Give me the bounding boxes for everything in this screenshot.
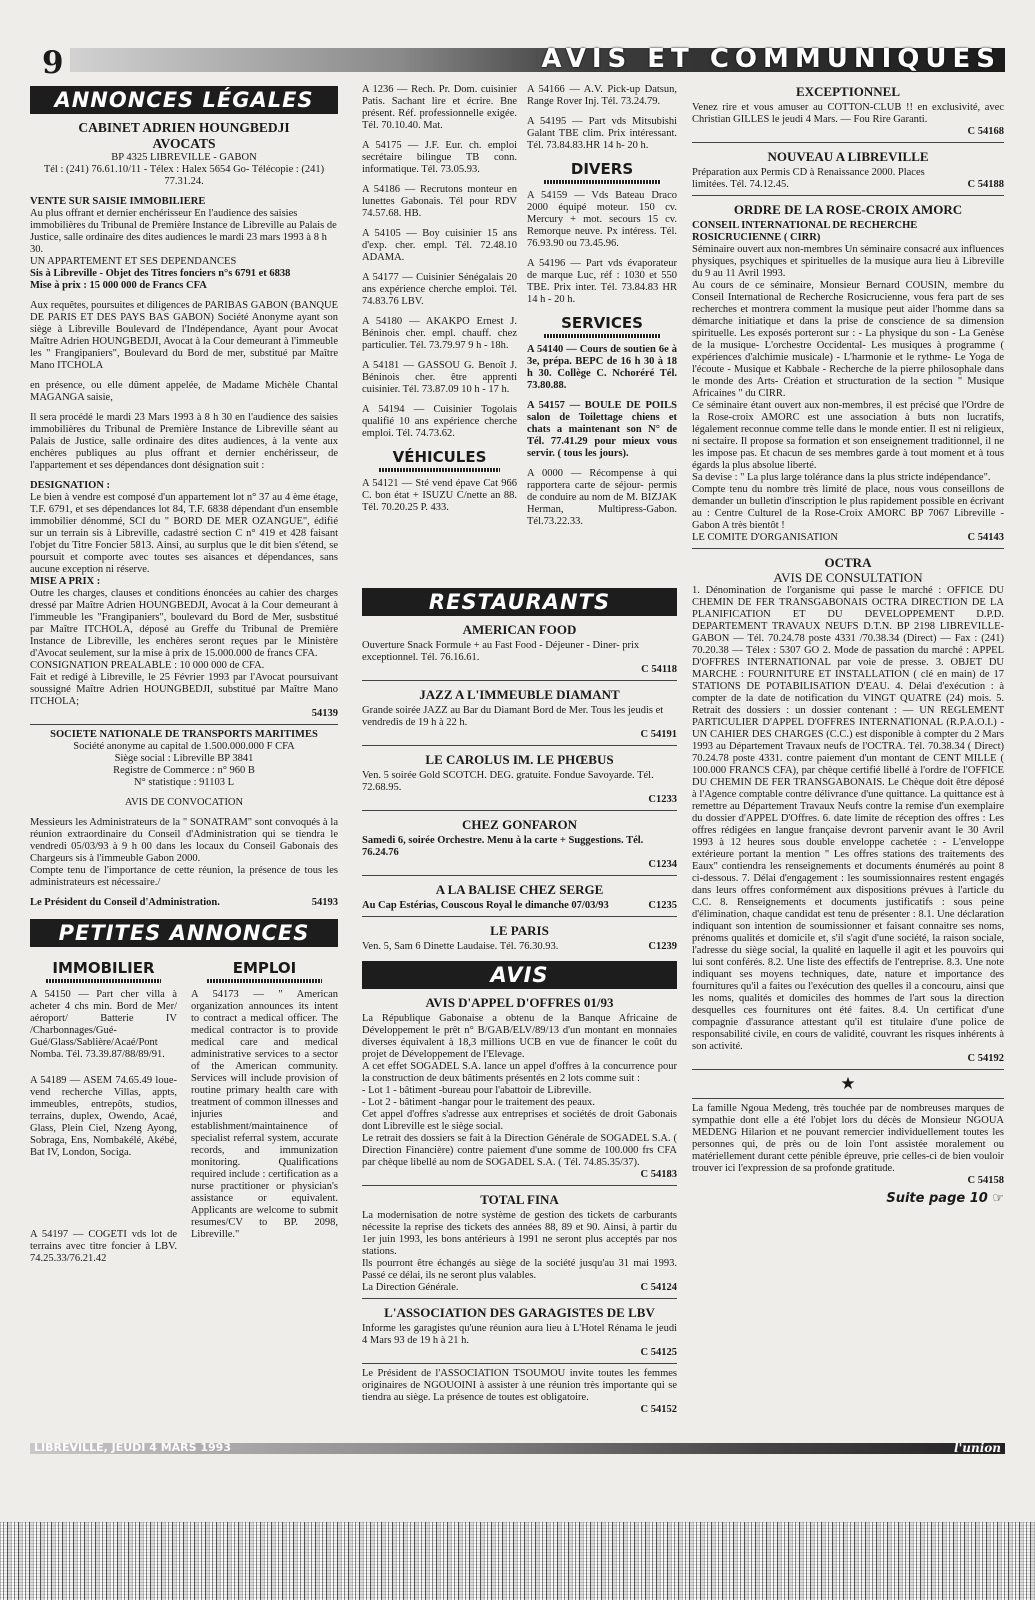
total-fina-ref: C 54124 (640, 1282, 677, 1293)
rose-croix-text: Ce séminaire étant ouvert aux non-membres, il est précisé que l'Ordre de la Rose-croix AMORC est une association à buts non lucratifs, légalement reconnue comme telle dans le monde entier. Il est ni religieux, ni sectaire. Il propose sa formation et son enseignement traditionnel, il ne les impose pas. Et chacun de ses membres garde à tout moment et à tous égards la plus absolue liberté. (692, 400, 1004, 471)
avis-appel-title: AVIS D'APPEL D'OFFRES 01/93 (425, 995, 614, 1010)
heading-underline (379, 468, 500, 472)
page-number: 9 (42, 45, 64, 81)
rose-croix-title: ORDRE DE LA ROSE-CROIX AMORC (733, 202, 963, 217)
nouveau-ref: C 54188 (967, 179, 1004, 190)
garagistes-title: L'ASSOCIATION DES GARAGISTES DE LBV (384, 1305, 655, 1320)
immobilier-ad: A 54150 — Part cher villa à acheter 4 chs min. Bord de Mer/ aéroport/ Batterie IV /Charbonnages/Gué-Gué/Glass/Sablière/Acaé/Pont Nomba. Tél. 73.39.87/88/89/91. (30, 989, 177, 1060)
exceptionnel-text: Venez rire et vous amuser au COTTON-CLUB !! en exclusivité, avec Christian GILLES le jeudi 4 Mars. — Fou Rire Garanti. (692, 102, 1004, 125)
divers-ad: A 54196 — Part vds évaporateur de marque Luc, réf : 1030 et 550 TBE. Prix inter. Tél. 73.84.83 HR 14 h - 20 h. (527, 258, 677, 305)
vehicule-ad: A 54195 — Part vds Mitsubishi Galant TBE clim. Prix intéressant. Tél. 73.84.83.HR 14 h- 20 h. (527, 116, 677, 151)
garagistes-text: Informe les garagistes qu'une réunion aura lieu à L'Hotel Rénama le jeudi 4 Mars 93 de 19 h à 21 h. (362, 1323, 677, 1346)
vente-requetes: Aux requêtes, poursuites et diligences de PARIBAS GABON (BANQUE DE PARIS ET DES PAYS BAS GABON) Société Anonyme ayant son siège à Libreville Boulevard de l'Indépendance, Ayant pour Avocat Maître Adrien HOUNGBEDJI, Avocat à la Cour demeurant à l'immeuble les " Frangipaniers", Boulevard du Bord de mer, substitué par Maître Mano ITCHOLA (30, 300, 338, 371)
mise-a-prix-title: MISE A PRIX : (30, 576, 101, 587)
heading-underline (46, 979, 161, 983)
divers-ad: A 54159 — Vds Bateau Draco 2000 équipé moteur. 150 cv. Mercury + mot. secours 15 cv. Remorque neuve. Px intéress. Tél. 76.93.90 ou 73.45.96. (527, 190, 677, 249)
heading-underline (207, 979, 322, 983)
divider (30, 724, 338, 725)
vehicule-ad: A 54166 — A.V. Pick-up Datsun, Range Rover Inj. Tél. 73.24.79. (527, 84, 677, 107)
divider (362, 745, 677, 746)
rose-croix-text: Sa devise : " La plus large tolérance dans la plus stricte indépendance". (692, 472, 991, 483)
mise-a-prix-text: Outre les charges, clauses et conditions énoncées au cahier des charges dressé par Maître Adrien HOUNGBEDJI, Avocat à la Cour demeurant à l'immeuble les "Frangipaniers", boulevard du Bord de Mer, susbstitué par Maître ITCHOLA, déposé au Greffe du Tribunal de Première Instance de Libreville, les enchères seront reçues par le Ministère d'Avocat seulement, sur la mise à prix de 15.000.000 de francs CFA. (30, 588, 338, 659)
divider (692, 195, 1004, 196)
emploi-ad: A 54177 — Cuisinier Sénégalais 20 ans expérience cherche emploi. Tél. 74.83.76 LBV. (362, 272, 517, 307)
restaurant-name: JAZZ A L'IMMEUBLE DIAMANT (419, 687, 620, 702)
avis-appel-text: - Lot 2 - bâtiment -hangar pour le traitement des peaux. (362, 1097, 595, 1108)
divider (692, 1098, 1004, 1099)
restaurant-ref: C1239 (648, 941, 677, 952)
convocation-text-2: Compte tenu de l'importance de cette réunion, la présence de tous les administrateurs est nécessaire./ (30, 865, 338, 888)
restaurant-text: Samedi 6, soirée Orchestre. Menu à la carte + Suggestions. Tél. 76.24.76 (362, 835, 644, 858)
president-sign: Le Président du Conseil d'Administration. (30, 897, 220, 908)
immobilier-column (30, 953, 177, 1273)
rose-croix-subtitle: CONSEIL INTERNATIONAL DE RECHERCHE ROSICRUCIENNE ( CIRR) (692, 220, 918, 243)
emploi-ad: A 54173 — " American organization announces its intent to contract a medical officer. The medical contractor is to provide medical care and medical administrative services to a sector of the American community. Services will include provision of routine primary health care with treatment of common illnesses and injuries and establishment/maintainence of specialist referral system, accurate records, and immunization monitoring. Qualifications required include : certification as a nurse practitioner or physician's assistance or equivalent. Applicants are welcome to submit resumes/CV to BP. 2098, Libreville." (191, 989, 338, 1240)
restaurant-ref: C1234 (648, 859, 677, 870)
services-ad: A 54157 — BOULE DE POILS salon de Toilettage chiens et chats a maintenant son N° de Tél. 77.41.29 pour mieux vous servir. ( tous les jours). (527, 400, 677, 459)
rose-croix-ref: C 54143 (967, 532, 1004, 543)
restaurant-name: LE CAROLUS IM. LE PHŒBUS (425, 752, 614, 767)
suite-page-link[interactable] (692, 1191, 1004, 1206)
fait-text: Fait et redigé à Libreville, le 25 Février 1993 par l'Avocat poursuivant soussigné Maître Adrien HOUNGBEDJI, substitué par Maître Mano ITCHOLA; (30, 672, 338, 707)
restaurant-line (362, 900, 677, 912)
services-ad: A 0000 — Récompense à qui rapportera carte de séjour- permis de conduire au nom de M. BIZJAK Herman, Multipress-Gabon. Tél.73.22.33. (527, 468, 677, 527)
tsoumou-text: Le Président de l'ASSOCIATION TSOUMOU invite toutes les femmes originaires de NGOUOINI à assister à une réunion très importante qui se tiendra au siège. La présence de toutes est obligatoire. (362, 1368, 677, 1403)
rose-croix-text: Séminaire ouvert aux non-membres Un séminaire consacré aux influences physiques, psychiques et spirituelles de la musique aura lieu à Libreville du 9 au 11 Avril 1993. (692, 244, 1004, 279)
section-restaurants: RESTAURANTS (362, 588, 677, 616)
octra-text: 1. Dénomination de l'organisme qui passe le marché : OFFICE DU CHEMIN DE FER TRANSGABONAIS OCTRA DIRECTION DE LA PLANIFICATION ET DU DEVELOPPEMENT D.P.D. DEPARTEMENT TRAVAUX NEUFS D.T.N. BP 2198 LIBREVILLE-GABON — Tél. 70.24.78 poste 4331 /70.38.34 (Direct) — Fax : (241) 70.20.38 — Télex : 5307 GO 2. Mode de passation du marché : APPEL D'OFFRES INTERNATIONAL par voie de presse. 3. OBJET DU MARCHE : FOURNITURE ET INSTALLATION ( clé en main) de 17 STATIONS DE POTABILISATION D'EAU. 4. Délai d'exécution : à compter de la date de notification du VINGT QUATRE (24) mois. 5. Retrait des dossiers : un dossier contenant : — UN REGLEMENT PARTICULIER D'APPEL D'OFFRES INTERNATIONAL (R.P.A.O.I.) - UN CAHIER DES CHARGES (C.C.) est disponible à compter du 2 Mars 1993 au Département Travaux neufs de l'OCTRA. Tél. 70.38.34 ( Direct) 70.24.78 poste 4331. contre paiement d'un montant de CENT MILLE ( 100.000 FRANCS CFA), par chèque certifié libellé à l'ordre de l'OFFICE DU CHEMIN DE FER TRANSGABONAIS. Le Chèque doit être déposé à l'Agence comptable contre délivrance d'une quittance. La quittance est à remettre au Département Travaux Neufs contre la remise d'un exemplaire du dossier d'APPEL D'Offres. 6. date limite de réception des offres : Les offres rédigées en langue française devront parvenir avant le 30 Avril 1993 à 12 heures sous double enveloppe cachetée : - L'enveloppe extérieure portant la mention " Les offres stations des traitements des Eaux" contiendra les renseignements et documents énumérés au point 8 ci-dessous. 7. Délai d'engagement : les soumissionnaires restent engagés dans leurs offres conformément aux dispositions prévues à l'article du C.C. 8. Renseignements et documents justificatifs : sous peine d'élimination, chaque candidat est tenu de présenter : 8.1. Une déclaration indiquant son intention de soumissionner et faisant connaitre ses noms, prénoms qualités et domicile et, s'il s'agit d'une société, la raison sociale, l'adresse du siège social, la qualité en laquelle il agit et les pouvoirs qui lui sont conférés. 8.2. Une liste des effectifs de l'entreprise. 8.3. Une note indiquant ses moyens techniques, date, nature et importance des fournitures qu'il a faites ou l'exécution des quelles il a concouru, ainsi que les noms, qualités et domiciles des hommes de l'art sous la direction desquelles ces fournitures ont été faites. 8.4. Un certificat d'une compagnie d'assurance attestant qu'il est titulaire d'une police de responsabilité civile, en cours de validité, couvrant les risques inhérents à son activité. (692, 585, 1004, 1052)
restaurant-text: Ven. 5, Sam 6 Dinette Laudaise. Tél. 76.30.93. (362, 941, 559, 952)
suite-label: Suite page 10 (886, 1191, 988, 1206)
avis-appel-text: - Lot 1 - bâtiment -bureau pour l'abattoir de Libreville. (362, 1085, 592, 1096)
divider (362, 810, 677, 811)
rose-croix-sign: LE COMITE D'ORGANISATION (692, 532, 838, 543)
emploi-heading: EMPLOI (232, 959, 297, 977)
heading-underline (544, 334, 661, 338)
exceptionnel-title: EXCEPTIONNEL (795, 84, 901, 99)
restaurant-name: CHEZ GONFARON (462, 817, 577, 832)
column-restaurants-avis (362, 586, 677, 1416)
exceptionnel-ref: C 54168 (967, 126, 1004, 137)
tsoumou-ref: C 54152 (640, 1404, 677, 1415)
column-legal (30, 84, 338, 1273)
vehicules-heading: VÉHICULES (392, 448, 487, 466)
section-petites-annonces: PETITES ANNONCES (30, 919, 338, 947)
vente-procede: Il sera procédé le mardi 23 Mars 1993 à 8 h 30 en l'audience des saisies immobilières du Tribunal de Première Instance de Libreville séant au Palais de Justice, salle ordinaire des dites audiences, à la vente aux enchères publiques au plus offrant et dernier enchérisseur, de l'appartement et ses dépendances dont désignation suit : (30, 412, 338, 471)
nouveau-line (692, 167, 1004, 191)
vehicule-ad: A 54121 — Sté vend épave Cat 966 C. bon état + ISUZU C/nette an 88. Tél. 70.20.25 P. 433. (362, 478, 517, 513)
section-annonces-legales: ANNONCES LÉGALES (30, 86, 338, 114)
section-avis: AVIS (362, 961, 677, 989)
cabinet-phone: Tél : (241) 76.61.10/11 - Télex : Halex 5654 Go- Télécopie : (241) 77.31.24. (43, 164, 325, 187)
vente-title: VENTE SUR SAISIE IMMOBILIERE (30, 196, 206, 207)
restaurant-name: AMERICAN FOOD (462, 622, 577, 637)
convocation-title: AVIS DE CONVOCATION (124, 797, 244, 808)
total-fina-title: TOTAL FINA (480, 1192, 559, 1207)
total-fina-line (362, 1282, 677, 1294)
divider (362, 1298, 677, 1299)
president-line (30, 897, 338, 909)
sntm-line-3: Registre de Commerce : n° 960 B (113, 765, 255, 776)
restaurant-text: Ven. 5 soirée Gold SCOTCH. DEG. gratuite. Fondue Savoyarde. Tél. 72.68.95. (362, 770, 654, 793)
garagistes-ref: C 54125 (640, 1347, 677, 1358)
divider (362, 875, 677, 876)
restaurant-ref: C 54191 (640, 729, 677, 740)
avis-appel-text: La République Gabonaise a obtenu de la Banque Africaine de Développement le prêt n° B/GAB/ELV/89/13 d'un montant en monnaies diverses équivalent à 18,3 millions UCB en vue de financer le coût du projet de Développement de l'Elevage. (362, 1013, 677, 1060)
designation-text: Le bien à vendre est composé d'un appartement lot n° 37 au 4 ème étage, T.F. 6791, et ses dépendances lot 84, T.F. 6838 dépendant d'un ensemble immobilier dénommé, SCI du " BORD DE MER OZANGUE", édifié sur un terrain sis à Libreville, cadastré section C n° 419 et 428 faisant l'objet du Titre Foncier 5813. Ainsi, au surplus que le dit bien s'étend, se poursuit et comporte avec toutes ses aisances et dépendances, sans aucune exception ni réserve. (30, 492, 338, 575)
column-communiques (692, 84, 1004, 1206)
emploi-ad: A 54105 — Boy cuisinier 15 ans d'exp. cher. empl. Tél. 72.48.10 ADAMA. (362, 228, 517, 263)
avis-appel-ref: C 54183 (640, 1169, 677, 1180)
scan-noise-strip (0, 1522, 1035, 1600)
vente-presence: en présence, ou elle dûment appelée, de Madame Michèle Chantal MAGANGA saisie, (30, 380, 338, 403)
column-divers (527, 84, 677, 536)
rose-croix-text: Au cours de ce séminaire, Monsieur Bernard COUSIN, membre du Conseil International de Recherche Rosicrucienne, vous fera part de ses recherches et montrera comment la musique peut aider l'homme dans sa démarche initiatique et dans la prise de conscience de sa dimension spirituelle. Les exposés porteront sur : - La physique du son - La Genèse de la musique- L'orchestre Occidental- Les musiques à programme ( expériences d'alchimie musicale) - L'harmonie et le rythme- Le Yoga de l'écoute - Musique et Kabbale - Recherche de la pierre philosophale dans le monde des Arts- Création et structuration de la section " Musique Africaines " du CIRR. (692, 280, 1004, 399)
octra-title: OCTRA (824, 555, 872, 570)
services-heading: SERVICES (561, 314, 643, 332)
ngoua-text: La famille Ngoua Medeng, très touchée par de nombreuses marques de sympathie dont elle a été l'objet lors du décès de Monsieur NGOUA MEDENG Hilarion et ne pouvant remercier individuellement toutes les personnes qui, de près ou de loin l'ont assistée moralement ou matériellement durant cette pénible épreuve, prie celles-ci de bien vouloir trouver ici l'expression de sa profonde gratitude. (692, 1103, 1004, 1174)
page-section-title: AVIS ET COMMUNIQUES (541, 44, 1001, 74)
divider (692, 548, 1004, 549)
ngoua-ref: C 54158 (967, 1175, 1004, 1186)
emploi-ad: A 54175 — J.F. Eur. ch. emploi secrétaire bilingue TB conn. informatique. Tél. 73.05.93. (362, 140, 517, 175)
arrow-right-icon: ☞ (992, 1191, 1004, 1206)
restaurant-ref: C1235 (648, 900, 677, 911)
cabinet-address: BP 4325 LIBREVILLE - GABON (111, 152, 257, 163)
immobilier-heading: IMMOBILIER (52, 959, 155, 977)
cabinet-subtitle: AVOCATS (152, 136, 216, 151)
restaurant-name: LE PARIS (490, 923, 549, 938)
divers-heading: DIVERS (570, 160, 634, 178)
footer-brand: l'union (954, 1441, 1001, 1455)
fait-ref: 54139 (311, 708, 338, 719)
services-ad: A 54140 — Cours de soutien 6e à 3e, prépa. BEPC de 16 h 30 à 18 h 30. Collège C. Nchoréré Tél. 73.80.88. (527, 344, 677, 391)
avis-appel-text: Le retrait des dossiers se fait à la Direction Générale de SOGADEL S.A. ( Direction Financière) contre paiement d'une somme de 100.000 frs CFA par chèque libellé au nom de SOGADEL S.A. ( Tél. 74.85.35/37). (362, 1133, 677, 1168)
restaurant-text: Ouverture Snack Formule + au Fast Food - Déjeuner - Diner- prix exceptionnel. Tél. 76.16.61. (362, 640, 640, 663)
avis-appel-text: A cet effet SOGADEL S.A. lance un appel d'offres à la concurrence pour la construction de deux bâtiments présentés en 2 lots comme suit : (362, 1061, 677, 1084)
nouveau-title: NOUVEAU A LIBREVILLE (767, 149, 929, 164)
petites-annonces-columns (30, 953, 338, 1273)
total-fina-text: Ils pourront être échangés au siège de la société jusqu'au 31 mai 1993. Passé ce délai, ils ne seront plus valables. (362, 1258, 677, 1281)
divider (362, 916, 677, 917)
divider (362, 1363, 677, 1364)
emploi-column (191, 953, 338, 1273)
emploi-ad: A 1236 — Rech. Pr. Dom. cuisinier Patis. Sachant lire et écrire. Bne présent. Réf. professionnelle exigée. Tél. 70.10.40. Mat. (362, 84, 517, 131)
restaurant-ref: C 54118 (641, 664, 677, 675)
restaurant-name: A LA BALISE CHEZ SERGE (435, 882, 604, 897)
emploi-ad: A 54180 — AKAKPO Ernest J. Béninois cher. empl. chauff. chez particulier. Tél. 73.79.97 9 h - 18h. (362, 316, 517, 351)
rose-croix-text: Compte tenu du nombre très limité de place, nous vous conseillons de demander un bulletin d'inscription le plus rapidement possible en écrivant au : Centre Culturel de la Rose-Croix AMORC BP 7067 Libreville - Gabon A très bientôt ! (692, 484, 1004, 531)
president-ref: 54193 (311, 897, 338, 908)
immobilier-ad: A 54189 — ASEM 74.65.49 loue-vend recherche Villas, appts, immeubles, entrepôts, studios, terrains, duplex, Owendo, Acaé, Glass, Plein Ciel, Nzeng Ayong, Sobraga, Ens, Nombakélé, Akébé, Bat IV, London, Sociga. (30, 1075, 177, 1158)
consignation: CONSIGNATION PREALABLE : 10 000 000 de CFA. (30, 660, 265, 671)
convocation-text-1: Messieurs les Administrateurs de la " SONATRAM" sont convoqués à la réunion extraordinaire du Conseil d'Administration qui se tiendra le vendredi 05/03/93 à 9 h 00 dans les locaux du Conseil Gabonais des Chargeurs sis à l'immeuble Gabon 2000. (30, 817, 338, 864)
star-ornament: ★ (840, 1074, 856, 1093)
vente-appartement: UN APPARTEMENT ET SES DEPENDANCES (30, 256, 237, 267)
restaurant-line (362, 941, 677, 953)
emploi-ad: A 54186 — Recrutons monteur en lunettes Gabonais. Tél pour RDV 74.57.68. HB. (362, 184, 517, 219)
octra-ref: C 54192 (967, 1053, 1004, 1064)
heading-underline (544, 180, 661, 184)
octra-subtitle: AVIS DE CONSULTATION (773, 570, 923, 585)
divider (692, 142, 1004, 143)
vente-sis: Sis à Libreville - Objet des Titres fonciers n°s 6791 et 6838 (30, 268, 291, 279)
divider (692, 1069, 1004, 1070)
avis-appel-text: Cet appel d'offres s'adresse aux entreprises et sociétés de droit Gabonais dont Libreville est le siège social. (362, 1109, 677, 1132)
restaurant-ref: C1233 (648, 794, 677, 805)
total-fina-text: La modernisation de notre système de gestion des tickets de carburants nécessite la reprise des tickets des années 88, 89 et 90. Ainsi, à partir du 1er juin 1993, les bons antérieurs à 1991 ne seront plus acceptés par nos stations. (362, 1210, 677, 1257)
sntm-title: SOCIETE NATIONALE DE TRANSPORTS MARITIMES (50, 729, 318, 740)
emploi-ad: A 54181 — GASSOU G. Benoît J. Béninois cher. être apprenti cuisinier. Tél. 73.87.09 10 h - 17 h. (362, 360, 517, 395)
immobilier-ad: A 54197 — COGETI vds lot de terrains avec titre foncier à LBV. 74.25.33/76.21.42 (30, 1229, 177, 1264)
column-emploi-continued (362, 84, 517, 522)
vente-prix: Mise à prix : 15 000 000 de Francs CFA (30, 280, 207, 291)
total-fina-sign: La Direction Générale. (362, 1282, 459, 1293)
emploi-ad: A 54194 — Cuisinier Togolais qualifié 10 ans expérience cherche emploi. Tél. 74.73.62. (362, 404, 517, 439)
rose-croix-sign-line (692, 532, 1004, 544)
restaurant-text: Au Cap Estérias, Couscous Royal le dimanche 07/03/93 (362, 900, 609, 911)
designation-title: DESIGNATION : (30, 480, 111, 491)
restaurant-text: Grande soirée JAZZ au Bar du Diamant Bord de Mer. Tous les jeudis et vendredis de 19 h à 22 h. (362, 705, 664, 728)
divider (362, 680, 677, 681)
sntm-line-1: Société anonyme au capital de 1.500.000.000 F CFA (73, 741, 295, 752)
cabinet-title: CABINET ADRIEN HOUNGBEDJI (78, 120, 290, 135)
vente-intro: Au plus offrant et dernier enchérisseur En l'audience des saisies immobilières du Tribunal de Première Instance de Libreville au Palais de Justice, salle ordinaire des dites audiences le mardi 23 mars 1993 à 8 h 30. (30, 208, 337, 255)
sntm-line-2: Siège social : Libreville BP 3841 (114, 753, 254, 764)
divider (362, 1185, 677, 1186)
footer-date: LIBREVILLE, JEUDI 4 MARS 1993 (34, 1441, 231, 1454)
sntm-line-4: N° statistique : 91103 L (133, 777, 235, 788)
nouveau-text: Préparation aux Permis CD à Renaissance 2000. Places limitées. Tél. 74.12.45. (692, 167, 925, 190)
